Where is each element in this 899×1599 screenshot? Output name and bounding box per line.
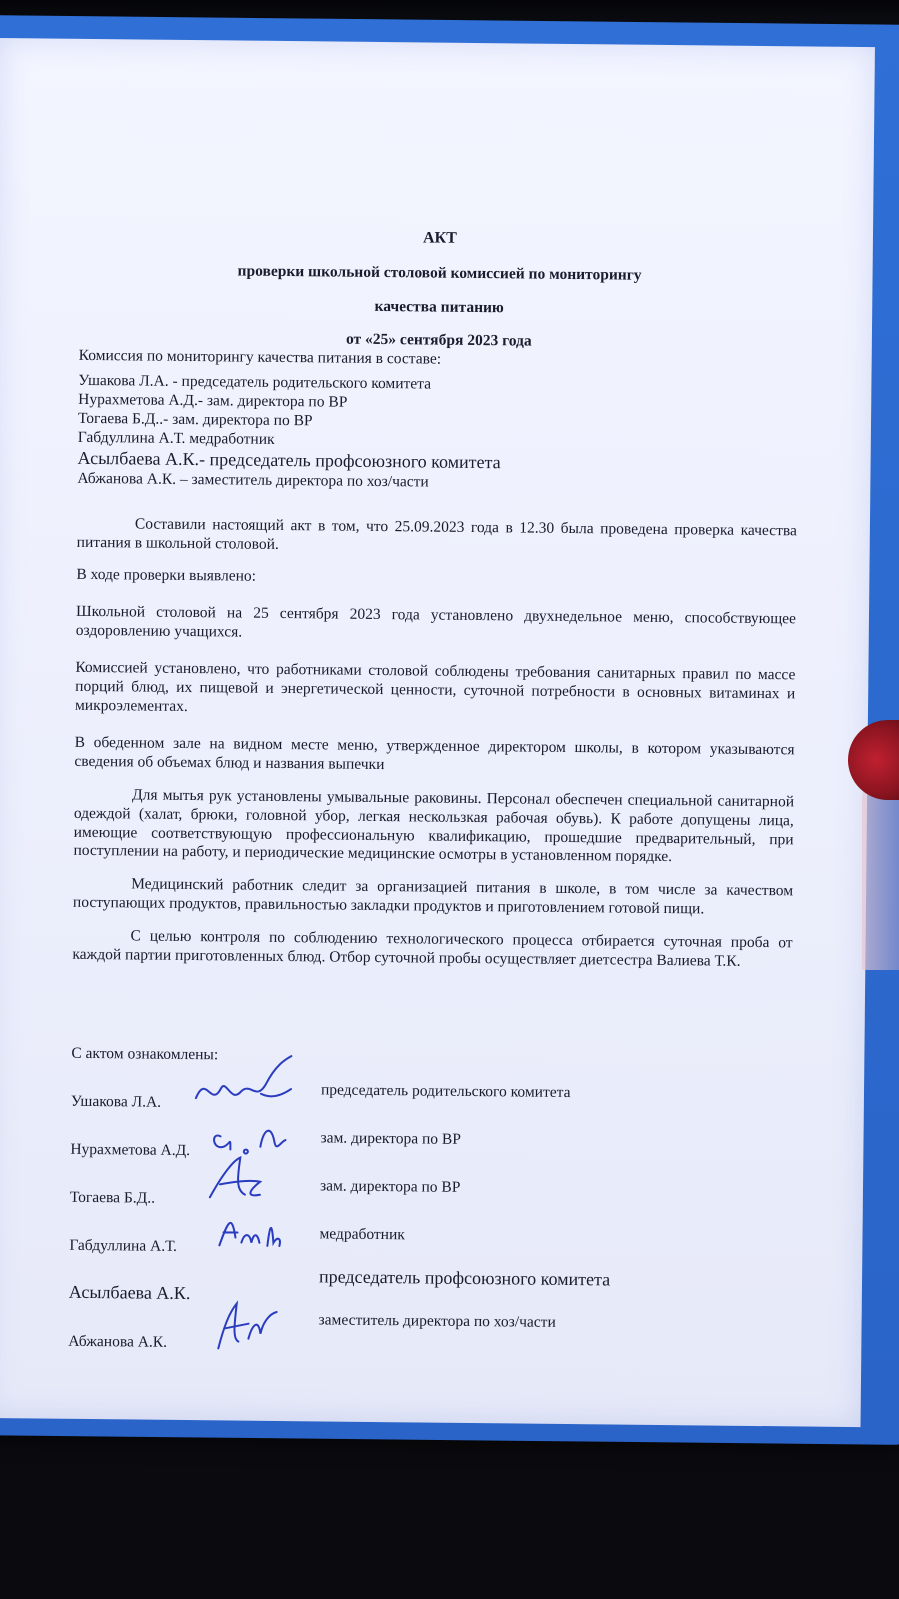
signer-role: зам. директора по ВР [320,1129,461,1148]
signer-role: председатель профсоюзного комитета [318,1266,611,1290]
member-item: Абжанова А.К. – заместитель директора по хоз/части [77,469,429,491]
signer-name: Ушакова Л.А. [70,1092,162,1111]
member-item: Тогаева Б.Д..- зам. директора по ВР [77,409,313,430]
member-item: Нурахметова А.Д.- зам. директора по ВР [78,390,348,411]
paragraph: В ходе проверки выявлено: [76,566,257,586]
member-item: Ушакова Л.А. - председатель родительского комитета [78,371,432,393]
signer-name: Асылбаева А.К. [68,1281,191,1303]
signer-name: Нурахметова А.Д. [70,1140,191,1159]
signer-role: медработник [319,1225,405,1244]
paragraph: Комиссией установлено, что работниками столовой соблюдены требования санитарных правил по массе порций блюд, их пищевой и энергетической ценности, суточной потребности в основных витаминах и микроэлементах. [74,658,796,715]
document-page [68,189,800,1359]
handwritten-signature [189,1197,300,1258]
member-item: Асылбаева А.К.- председатель профсоюзного комитета [77,447,501,473]
document-subtitle-2: качества питанию [374,298,504,317]
signature-row [69,1208,789,1264]
signature-row [70,1112,790,1168]
document-date: от «25» сентября 2023 года [345,330,532,350]
signature-row [71,1064,791,1120]
signer-role: зам. директора по ВР [319,1177,461,1196]
handwritten-signature [188,1293,299,1354]
paragraph: В обеденном зале на видном месте меню, утвержденное директором школы, в котором указываются сведения об объемах блюд и названия выпечки [74,733,795,773]
paragraph: Составили настоящий акт в том, что 25.09.2023 года в 12.30 была проведена проверка качества питания в школьной столовой. [76,515,797,553]
signer-name: Габдуллина А.Т. [69,1236,178,1255]
signer-name: Абжанова А.К. [68,1332,168,1351]
document-subtitle-1: проверки школьной столовой комиссией по мониторингу [237,262,642,284]
members-list [77,372,798,496]
acquainted-label: С актом ознакомлены: [71,1044,219,1064]
commission-intro: Комиссия по мониторингу качества питания в составе: [78,347,442,368]
signature-row [68,1304,788,1360]
signer-role: председатель родительского комитета [320,1081,571,1101]
finger-shadow [862,770,899,970]
paragraph: С целью контроля по соблюдению технологического процесса отбирается суточная проба от каждой партии приготовленных блюд. Отбор суточной пробы осуществляет диетсестра Валиева Т.К. [72,927,793,970]
signer-name: Тогаева Б.Д.. [69,1188,156,1207]
signature-row [69,1256,789,1312]
member-item: Габдуллина А.Т. медработник [77,428,275,448]
document-sheet [0,38,875,1427]
paragraph: Школьной столовой на 25 сентября 2023 года установлено двухнедельное меню, способствующее оздоровлению учащихся. [75,603,797,641]
document-title: АКТ [422,229,457,247]
paragraph: Для мытья рук установлены умывальные раковины. Персонал обеспечен специальной санитарной одеждой (халат, брюки, головной убор, легкая нескользкая рабочая обувь). К работе допущены лица, имеющие соответствующую профессиональную квалификацию, прошедшие предварительный, при поступлении на работу, и периодические медицинские осмотры в установленном порядке. [73,786,795,866]
signer-role: заместитель директора по хоз/части [318,1311,556,1331]
signature-row [70,1160,790,1216]
signature-block [68,1045,791,1359]
paragraph: Медицинский работник следит за организацией питания в школе, в том числе за качеством поступающих продуктов, правильностью закладки продуктов и приготовлением готовой пищи. [72,875,794,918]
